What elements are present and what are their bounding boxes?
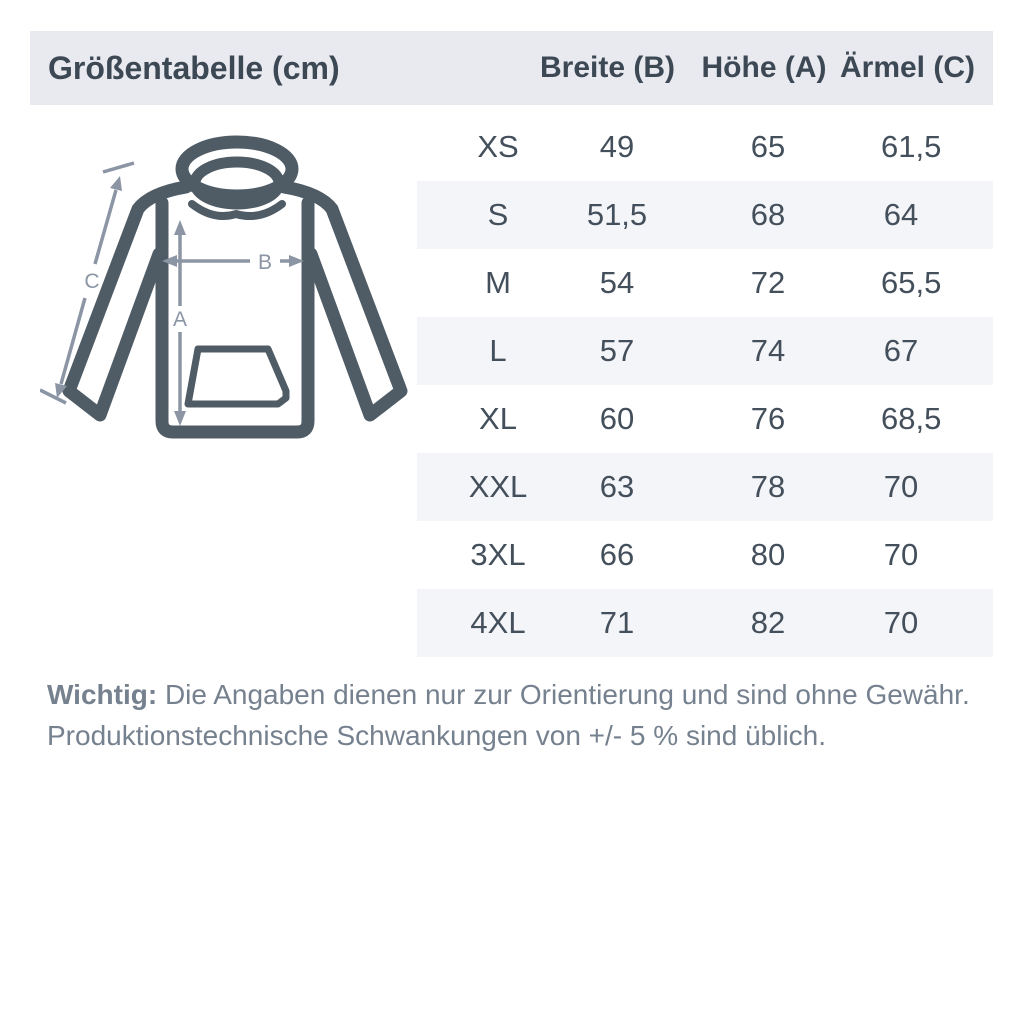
size-label: L [489,333,507,368]
hoehe-value: 82 [750,605,786,640]
disclaimer-line1: Die Angaben dienen nur zur Orientierung und sind ohne Gewähr. [157,679,970,710]
breite-value: 57 [599,333,635,368]
hoehe-value: 80 [750,537,786,572]
aermel-value: 68,5 [881,401,942,436]
breite-value: 71 [599,605,635,640]
aermel-value: 70 [883,605,919,640]
column-header-breite: Breite (B) [540,51,676,84]
hoehe-value: 74 [750,333,786,368]
hoehe-value: 76 [750,401,786,436]
size-label: M [485,265,511,300]
hoodie-measurement-diagram [40,130,410,450]
aermel-value: 64 [883,197,919,232]
measure-a-arrowhead-down-icon [174,411,186,426]
page-title: Größentabelle (cm) [48,49,340,86]
table-row [417,589,993,657]
table-row [417,317,993,385]
aermel-value: 70 [883,537,919,572]
disclaimer-line2: Produktionstechnische Schwankungen von +/- 5 % sind üblich. [47,720,827,751]
disclaimer-note [47,674,977,756]
measure-c-top-tick [103,163,134,172]
hoehe-value: 68 [750,197,786,232]
table-row [417,385,993,453]
measure-c-arrowhead-up-icon [110,176,122,191]
table-header-band [30,31,993,105]
column-header-aermel: Ärmel (C) [839,51,975,84]
breite-value: 66 [599,537,635,572]
size-label: S [487,197,509,232]
breite-value: 60 [599,401,635,436]
size-label: XXL [468,469,528,504]
size-label: XS [477,129,519,164]
size-label: XL [479,401,517,436]
breite-value: 54 [599,265,635,300]
hoodie-pocket [188,349,286,404]
hoodie-drawing-icon [40,130,410,450]
aermel-value: 65,5 [881,265,942,300]
breite-value: 51,5 [586,197,648,232]
aermel-value: 67 [883,333,919,368]
aermel-value: 61,5 [881,129,942,164]
aermel-value: 70 [883,469,919,504]
size-label: 4XL [470,605,526,640]
table-row [417,113,993,181]
measure-a-arrowhead-up-icon [174,220,186,235]
measure-b-label: B [257,251,273,274]
hoehe-value: 78 [750,469,786,504]
table-row [417,453,993,521]
size-table [417,113,993,657]
measure-a-label: A [172,308,188,331]
column-header-hoehe: Höhe (A) [701,51,827,84]
hoehe-value: 65 [750,129,786,164]
table-row [417,521,993,589]
table-row [417,181,993,249]
disclaimer-lead: Wichtig: [47,679,158,710]
hoehe-value: 72 [750,265,786,300]
size-label: 3XL [470,537,526,572]
measure-c-label: C [84,270,100,293]
measure-c-bottom-tick [40,390,66,403]
breite-value: 63 [599,469,635,504]
table-row [417,249,993,317]
breite-value: 49 [599,129,635,164]
